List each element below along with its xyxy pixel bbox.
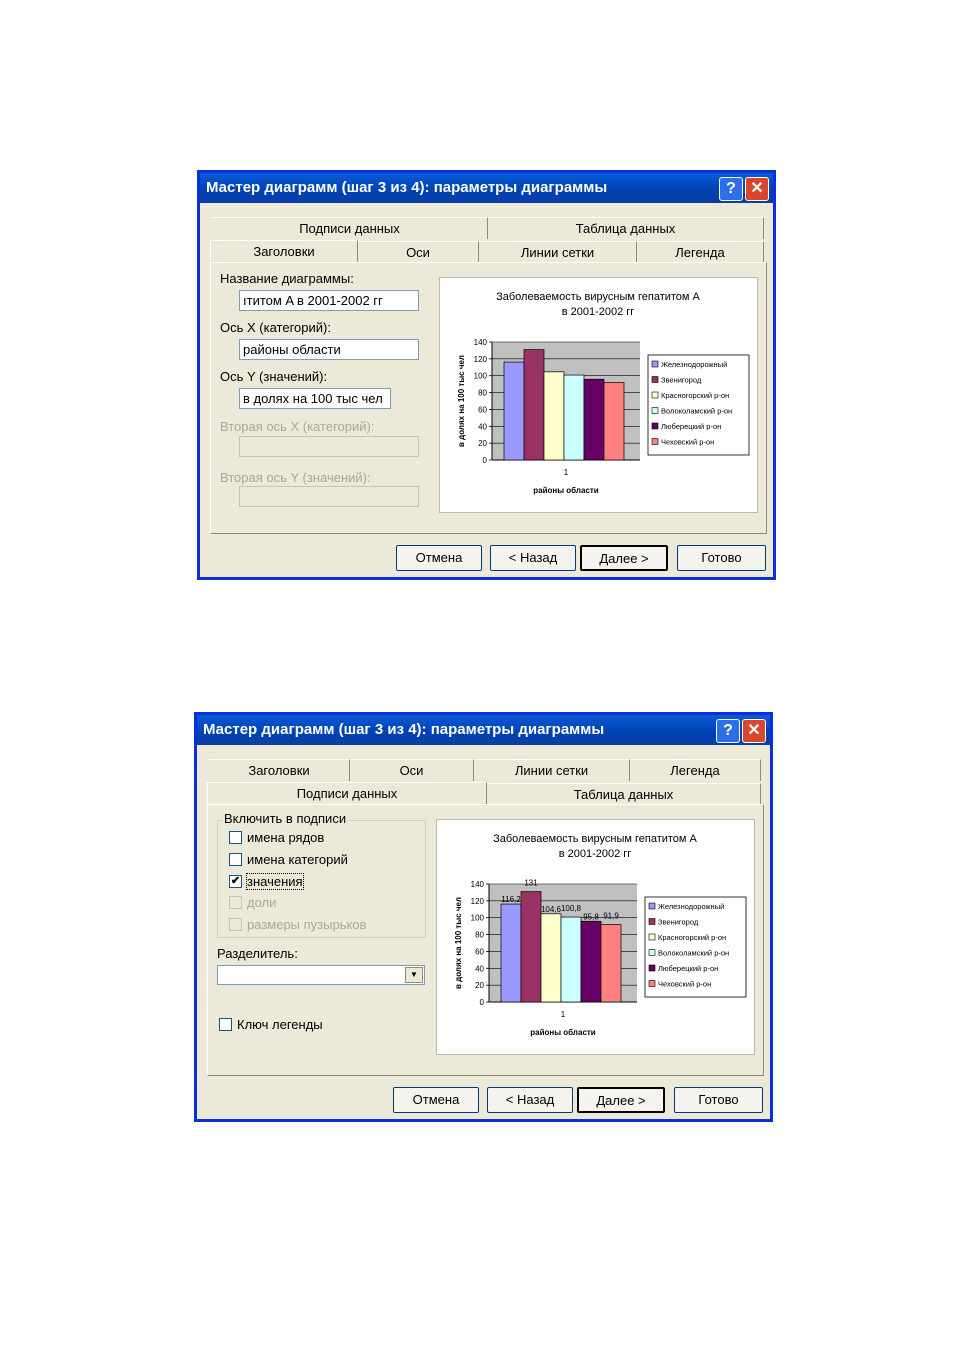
data-label: 100,8 bbox=[560, 904, 582, 914]
legend-item: Волоколамский р-он bbox=[658, 948, 730, 958]
chart-title: Заболеваемость вирусным гепатитом A bbox=[493, 833, 697, 845]
x-axis-title: районы области bbox=[533, 486, 599, 495]
y-tick-label: 20 bbox=[475, 981, 484, 991]
separator-label: Разделитель: bbox=[217, 946, 298, 961]
y-tick-label: 140 bbox=[470, 880, 484, 889]
percentage-checkbox bbox=[229, 896, 242, 909]
bar bbox=[501, 904, 521, 1002]
legend-swatch bbox=[652, 361, 658, 367]
data-label: 104,6 bbox=[540, 904, 562, 914]
dialog-titlebar bbox=[197, 715, 770, 745]
legend-item: Железнодорожный bbox=[661, 360, 728, 369]
chart-wizard-dialog-data-labels bbox=[194, 712, 773, 1122]
values-label[interactable]: значения bbox=[247, 874, 303, 889]
legend-item: Волоколамский р-он bbox=[661, 406, 733, 416]
y-tick-label: 40 bbox=[478, 422, 487, 432]
dialog-titlebar bbox=[200, 173, 773, 203]
legend-item: Чеховский р-он bbox=[661, 437, 715, 447]
series-name-label[interactable]: имена рядов bbox=[247, 830, 325, 845]
legend-item: Люберецкий р-он bbox=[658, 964, 719, 973]
cancel-button[interactable]: Отмена bbox=[393, 1087, 479, 1113]
secondary-x-axis-input bbox=[239, 436, 419, 457]
y-tick-label: 80 bbox=[475, 930, 484, 940]
finish-button[interactable]: Готово bbox=[674, 1087, 763, 1113]
legend-swatch bbox=[649, 950, 655, 956]
chart-title: Заболеваемость вирусным гепатитом A bbox=[496, 291, 700, 303]
bar-chart bbox=[437, 820, 754, 1054]
legend-key-checkbox[interactable] bbox=[219, 1018, 232, 1031]
help-icon[interactable]: ? bbox=[719, 177, 743, 201]
legend-swatch bbox=[649, 934, 655, 940]
bar bbox=[601, 925, 621, 1002]
y-tick-label: 60 bbox=[478, 405, 487, 415]
y-tick-label: 120 bbox=[473, 354, 487, 364]
chart-title-label: Название диаграммы: bbox=[220, 271, 354, 286]
y-tick-label: 100 bbox=[470, 913, 484, 923]
y-tick-label: 100 bbox=[473, 371, 487, 381]
legend-swatch bbox=[652, 423, 658, 429]
chart-preview bbox=[436, 819, 755, 1055]
y-tick-label: 80 bbox=[478, 388, 487, 398]
chevron-down-icon[interactable]: ▼ bbox=[405, 967, 423, 983]
legend-swatch bbox=[652, 377, 658, 383]
x-axis-title: районы области bbox=[530, 1028, 596, 1037]
legend-swatch bbox=[652, 392, 658, 398]
chart-title-input[interactable]: ıтитом A в 2001-2002 гг bbox=[239, 290, 419, 311]
legend-item: Красногорский р-он bbox=[658, 933, 727, 942]
tab-data-labels[interactable]: Подписи данных bbox=[212, 217, 488, 239]
bar bbox=[521, 892, 541, 1002]
x-tick-label: 1 bbox=[560, 1010, 566, 1019]
y-axis-input[interactable]: в долях на 100 тыс чел bbox=[239, 388, 391, 409]
legend-item: Железнодорожный bbox=[658, 902, 725, 911]
group-title: Включить в подписи bbox=[224, 811, 347, 826]
x-axis-input[interactable]: районы области bbox=[239, 339, 419, 360]
cancel-button[interactable]: Отмена bbox=[396, 545, 482, 571]
legend-swatch bbox=[649, 965, 655, 971]
chart-subtitle: в 2001-2002 гг bbox=[558, 848, 632, 860]
legend-item: Люберецкий р-он bbox=[661, 422, 722, 431]
data-label: 95,8 bbox=[583, 912, 599, 922]
y-tick-label: 140 bbox=[473, 338, 487, 347]
dialog-title: Мастер диаграмм (шаг 3 из 4): параметры диаграммы bbox=[203, 721, 605, 738]
category-name-label[interactable]: имена категорий bbox=[247, 852, 348, 867]
y-axis-title: в долях на 100 тыс чел bbox=[454, 897, 463, 989]
values-checkbox[interactable]: ✔ bbox=[230, 875, 241, 887]
tab-data-table[interactable]: Таблица данных bbox=[488, 217, 764, 239]
data-label: 91,9 bbox=[603, 911, 619, 921]
bar bbox=[604, 383, 624, 460]
legend-swatch bbox=[652, 439, 658, 445]
bar bbox=[581, 921, 601, 1002]
legend-key-label[interactable]: Ключ легенды bbox=[237, 1017, 323, 1032]
bar bbox=[524, 350, 544, 460]
tab-titles[interactable]: Заголовки bbox=[209, 759, 350, 781]
close-icon[interactable]: ✕ bbox=[745, 177, 769, 201]
bar bbox=[541, 914, 561, 1002]
y-tick-label: 60 bbox=[475, 947, 484, 957]
legend-item: Красногорский р-он bbox=[661, 391, 730, 400]
chart-subtitle: в 2001-2002 гг bbox=[561, 306, 635, 318]
legend-swatch bbox=[649, 981, 655, 987]
secondary-y-axis-input bbox=[239, 486, 419, 507]
secondary-x-axis-label: Вторая ось X (категорий): bbox=[220, 419, 375, 434]
tab-gridlines[interactable]: Линии сетки bbox=[479, 241, 637, 263]
y-axis-title: в долях на 100 тыс чел bbox=[457, 355, 466, 447]
back-button[interactable]: < Назад bbox=[490, 545, 576, 571]
next-button[interactable]: Далее > bbox=[577, 1087, 665, 1113]
bar bbox=[564, 375, 584, 460]
y-tick-label: 0 bbox=[479, 998, 484, 1007]
x-tick-label: 1 bbox=[563, 468, 569, 477]
back-button[interactable]: < Назад bbox=[487, 1087, 573, 1113]
legend-swatch bbox=[649, 919, 655, 925]
next-button[interactable]: Далее > bbox=[580, 545, 668, 571]
series-name-checkbox[interactable] bbox=[229, 831, 242, 844]
category-name-checkbox[interactable] bbox=[229, 853, 242, 866]
y-axis-label: Ось Y (значений): bbox=[220, 369, 328, 384]
y-tick-label: 40 bbox=[475, 964, 484, 974]
y-tick-label: 20 bbox=[478, 439, 487, 449]
help-icon[interactable]: ? bbox=[716, 719, 740, 743]
chart-preview bbox=[439, 277, 758, 513]
tab-gridlines[interactable]: Линии сетки bbox=[474, 759, 630, 781]
y-tick-label: 0 bbox=[482, 456, 487, 465]
bar bbox=[561, 917, 581, 1002]
legend-item: Чеховский р-он bbox=[658, 979, 712, 989]
bar bbox=[504, 362, 524, 460]
tab-legend[interactable]: Легенда bbox=[637, 241, 764, 263]
legend-swatch bbox=[652, 408, 658, 414]
dialog-title: Мастер диаграмм (шаг 3 из 4): параметры диаграммы bbox=[206, 179, 608, 196]
legend-swatch bbox=[649, 903, 655, 909]
close-icon[interactable]: ✕ bbox=[742, 719, 766, 743]
chart-wizard-dialog-titles bbox=[197, 170, 776, 580]
finish-button[interactable]: Готово bbox=[677, 545, 766, 571]
secondary-y-axis-label: Вторая ось Y (значений): bbox=[220, 470, 371, 485]
tab-axes[interactable]: Оси bbox=[358, 241, 479, 263]
bar-chart bbox=[440, 278, 757, 512]
tab-titles[interactable]: Заголовки bbox=[210, 240, 358, 262]
bubble-size-label: размеры пузырьков bbox=[247, 917, 367, 932]
legend-item: Звенигород bbox=[661, 375, 702, 385]
y-tick-label: 120 bbox=[470, 896, 484, 906]
percentage-label: доли bbox=[247, 895, 277, 910]
tab-axes[interactable]: Оси bbox=[350, 759, 474, 781]
separator-select[interactable] bbox=[217, 965, 425, 985]
legend-item: Звенигород bbox=[658, 917, 699, 927]
bar bbox=[584, 379, 604, 460]
tab-data-labels[interactable]: Подписи данных bbox=[207, 782, 487, 804]
tab-legend[interactable]: Легенда bbox=[630, 759, 761, 781]
tab-data-table[interactable]: Таблица данных bbox=[487, 783, 761, 805]
bubble-size-checkbox bbox=[229, 918, 242, 931]
data-label: 131 bbox=[524, 878, 538, 888]
bar bbox=[544, 372, 564, 460]
x-axis-label: Ось X (категорий): bbox=[220, 320, 331, 335]
data-label: 116,2 bbox=[501, 895, 521, 905]
